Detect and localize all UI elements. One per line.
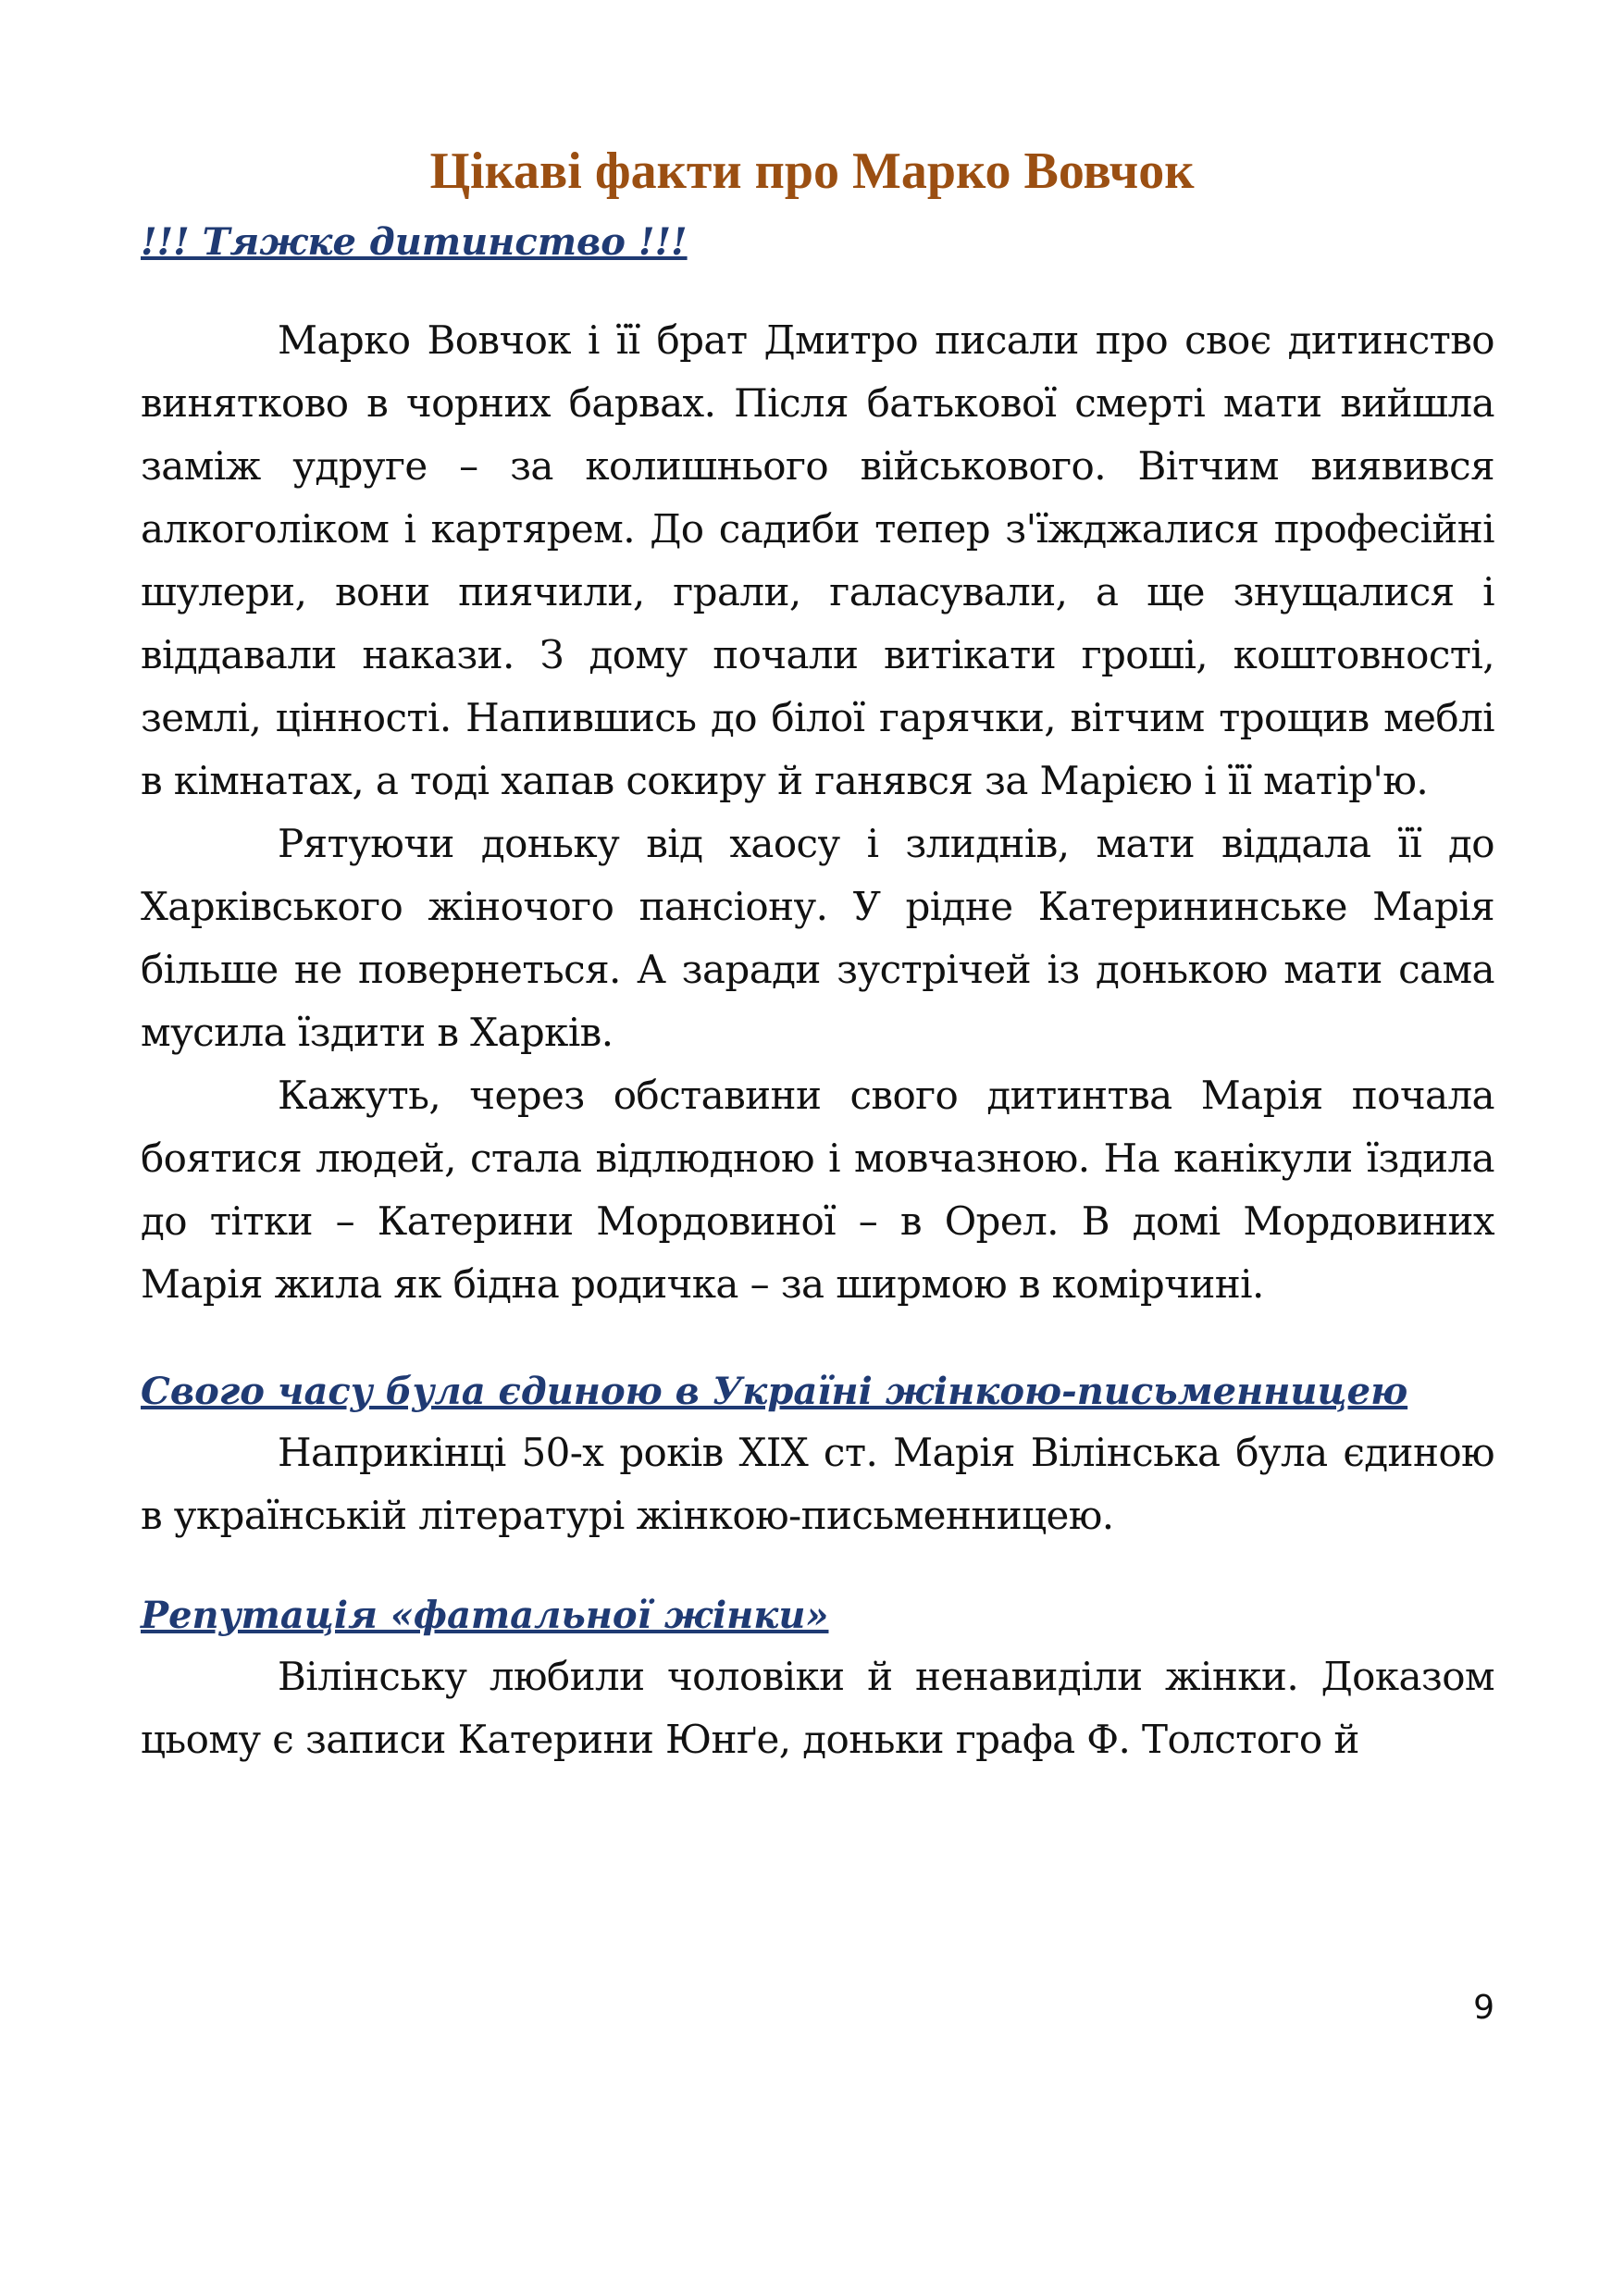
section-heading: Свого часу була єдиною в Україні жінкою-письменницею bbox=[141, 1370, 1408, 1413]
paragraph: Рятуючи доньку від хаосу і злиднів, мати віддала її до Харківського жіночого пансіону. У рідне Катерининське Марія більше не повернеться. А заради зустрічей із донькою мати сама мусила їздити в Харків. bbox=[141, 821, 1494, 1055]
section-femme-fatale bbox=[141, 1586, 1494, 1771]
section-heading: Репутація «фатальної жінки» bbox=[141, 1594, 829, 1637]
paragraph: Наприкінці 50-х років ХІХ ст. Марія Вілінська була єдиною в українській літературі жінкою-письменницею. bbox=[141, 1430, 1494, 1538]
document-body bbox=[141, 213, 1494, 1771]
paragraph: Кажуть, через обставини свого дитинтва Марія почала боятися людей, стала відлюдною і мовчазною. На канікули їздила до тітки – Катерини Мордовиної – в Орел. В домі Мордовиних Марія жила як бідна родичка – за ширмою в комірчині. bbox=[141, 1073, 1494, 1307]
page-number: 9 bbox=[1473, 1989, 1494, 2027]
paragraph: Вілінську любили чоловіки й ненавиділи жінки. Доказом цьому є записи Катерини Юнґе, доньки графа Ф. Толстого й bbox=[141, 1654, 1494, 1762]
spacer bbox=[141, 272, 1494, 309]
section-hard-childhood bbox=[141, 213, 1494, 1316]
spacer bbox=[141, 1316, 1494, 1362]
section-only-woman-writer bbox=[141, 1362, 1494, 1547]
page-title: Цікаві факти про Марко Вовчок bbox=[429, 143, 1195, 200]
section-heading: !!! Тяжке дитинство !!! bbox=[141, 220, 688, 264]
spacer bbox=[141, 1547, 1494, 1586]
paragraph: Марко Вовчок і її брат Дмитро писали про своє дитинство винятково в чорних барвах. Після батькової смерті мати вийшла заміж удруге – за колишнього військового. Вітчим виявився алкоголіком і картярем. До садиби тепер з'їжджалися професійні шулери, вони пиячили, грали, галасували, а ще знущалися і віддавали накази. З дому почали витікати гроші, коштовності, землі, цінності. Напившись до білої гарячки, вітчим трощив меблі в кімнатах, а тоді хапав сокиру й ганявся за Марією і її матір'ю. bbox=[141, 317, 1494, 803]
